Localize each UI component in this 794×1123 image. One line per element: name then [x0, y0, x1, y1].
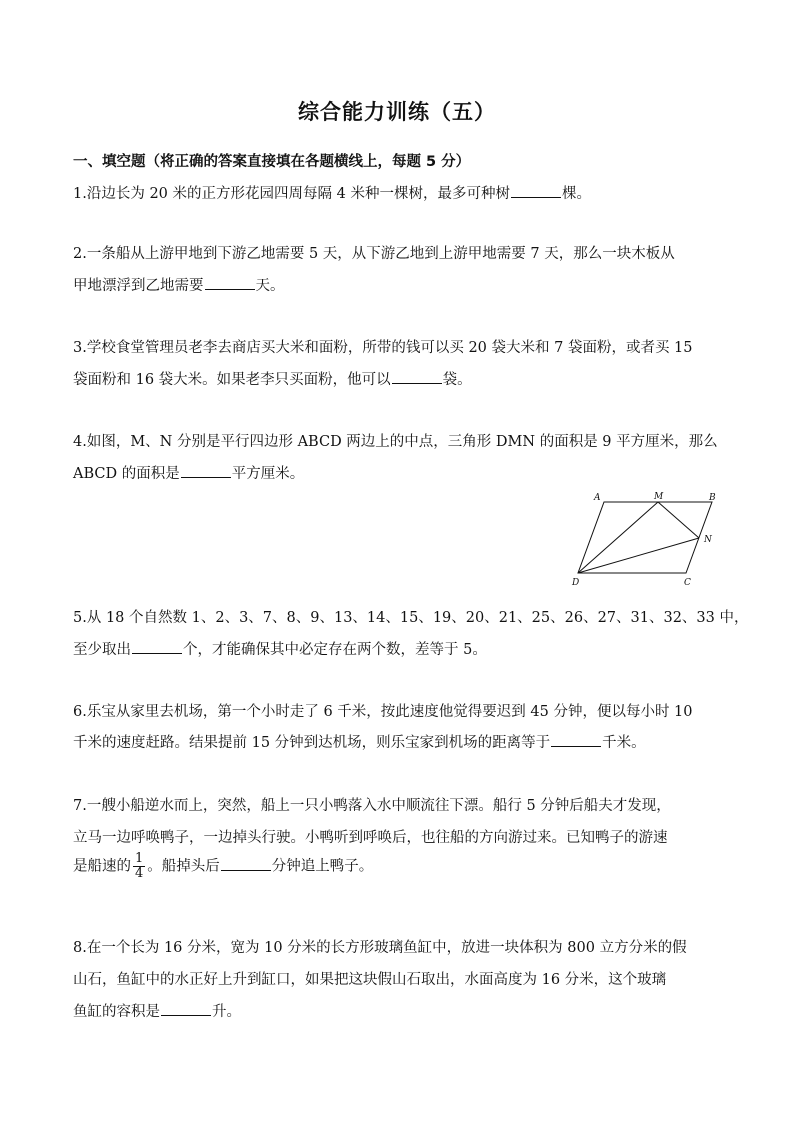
- q7-tail: 分钟追上鸭子。: [271, 858, 374, 875]
- answer-blank-7[interactable]: [221, 869, 271, 871]
- q4-line-1: 4.如图，M、N 分别是平行四边形 ABCD 两边上的中点，三角形 DMN 的面积是 9 平方厘米，那么: [73, 434, 718, 450]
- q7-line-3: [73, 852, 373, 881]
- q7-line-2: 立马一边呼唤鸭子，一边掉头行驶。小鸭听到呼唤后，也往船的方向游过来。已知鸭子的游速: [73, 830, 668, 846]
- parallelogram-abcd: [578, 502, 712, 573]
- q8-text: 鱼缸的容积是: [73, 1004, 160, 1020]
- answer-blank-1[interactable]: [511, 196, 561, 198]
- segment-mn: [658, 502, 699, 538]
- q4-line-2: [73, 462, 304, 483]
- label-m: M: [654, 492, 664, 502]
- q1-text: 1.沿边长为 20 米的正方形花园四周每隔 4 米种一棵树，最多可种树: [73, 186, 510, 202]
- answer-blank-5[interactable]: [132, 652, 182, 654]
- q5-text: 至少取出: [73, 642, 131, 658]
- q3-line-1: 3.学校食堂管理员老李去商店买大米和面粉，所带的钱可以买 20 袋大米和 7 袋面粉，或者买 15: [73, 340, 693, 356]
- q2-text: 甲地漂浮到乙地需要: [73, 278, 204, 294]
- answer-blank-2[interactable]: [205, 288, 255, 290]
- fraction-one-quarter: $\frac{1}{4}$: [135, 851, 144, 881]
- q6-unit: 千米。: [602, 735, 646, 751]
- section-heading: 一、填空题（将正确的答案直接填在各题横线上，每题 5 分）: [73, 154, 471, 170]
- q2-line-2: [73, 274, 285, 295]
- q6-line-1: 6.乐宝从家里去机场，第一个小时走了 6 千米，按此速度他觉得要迟到 45 分钟，便以每小时 10: [73, 704, 693, 720]
- q3-unit: 袋。: [442, 372, 472, 388]
- q5-line-1: 5.从 18 个自然数 1、2、3、7、8、9、13、14、15、19、20、21、25、26、27、31、32、33 中，: [73, 610, 749, 626]
- q8-unit: 升。: [212, 1004, 241, 1020]
- q8-line-3: [73, 1000, 241, 1021]
- q3-line-2: [73, 368, 472, 389]
- q6-line-2: [73, 731, 646, 752]
- q4-unit: 平方厘米。: [231, 466, 305, 482]
- q6-text: 千米的速度赶路。结果提前 15 分钟到达机场，则乐宝家到机场的距离等于: [73, 735, 551, 751]
- q3-text: 袋面粉和 16 袋大米。如果老李只买面粉，他可以: [73, 372, 391, 388]
- question-1: [73, 182, 591, 203]
- q4-text: ABCD 的面积是: [73, 466, 180, 482]
- segment-dm: [578, 502, 658, 573]
- parallelogram-figure: [570, 488, 730, 588]
- q5-tail: 个，才能确保其中必定存在两个数，差等于 5。: [183, 642, 487, 658]
- q5-line-2: [73, 638, 487, 659]
- q7-text: 是船速的: [73, 858, 131, 875]
- label-d: D: [572, 578, 580, 588]
- label-a: A: [594, 493, 601, 503]
- q8-line-1: 8.在一个长为 16 分米，宽为 10 分米的长方形玻璃鱼缸中，放进一块体积为 800 立方分米的假: [73, 940, 687, 956]
- answer-blank-4[interactable]: [181, 476, 231, 478]
- answer-blank-3[interactable]: [392, 382, 442, 384]
- label-b: B: [709, 493, 716, 503]
- q8-line-2: 山石，鱼缸中的水正好上升到缸口，如果把这块假山石取出，水面高度为 16 分米，这个玻璃: [73, 972, 667, 988]
- label-c: C: [684, 578, 691, 588]
- q7-text-2: 。船掉头后: [147, 858, 220, 875]
- label-n: N: [704, 535, 712, 545]
- page-title: 综合能力训练（五）: [298, 100, 496, 124]
- segment-dn: [578, 538, 699, 573]
- q2-unit: 天。: [255, 278, 285, 294]
- q1-unit: 棵。: [561, 186, 591, 202]
- q2-line-1: 2.一条船从上游甲地到下游乙地需要 5 天，从下游乙地到上游甲地需要 7 天，那么一块木板从: [73, 246, 675, 262]
- answer-blank-6[interactable]: [551, 745, 601, 747]
- q7-line-1: 7.一艘小船逆水而上，突然，船上一只小鸭落入水中顺流往下漂。船行 5 分钟后船夫才发现，: [73, 798, 671, 814]
- answer-blank-8[interactable]: [161, 1014, 211, 1016]
